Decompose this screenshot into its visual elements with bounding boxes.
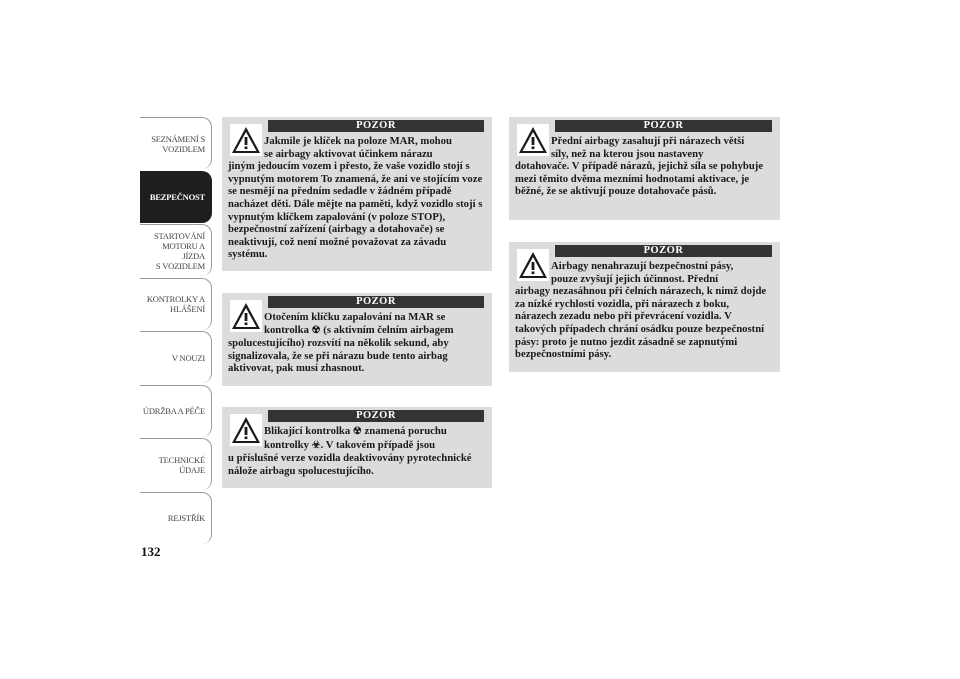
warning-text — [515, 260, 772, 361]
warning-line: Airbagy nenahrazují bezpečnostní pásy, — [551, 260, 734, 272]
warning-text — [515, 135, 772, 198]
warning-text — [228, 135, 484, 261]
warning-box — [222, 117, 492, 271]
tab-label: SEZNÁMENÍ S VOZIDLEM — [151, 133, 205, 154]
airbag-off-icon: ☢ — [352, 426, 362, 437]
tab-label: TECHNICKÉ ÚDAJE — [158, 454, 205, 475]
warning-fragment: kontrolky — [264, 438, 309, 451]
warning-line: síly, než na kterou jsou nastaveny — [551, 147, 704, 160]
warning-triangle-icon — [517, 249, 549, 281]
warning-box — [222, 407, 492, 488]
tab-startovani[interactable] — [140, 224, 212, 276]
tab-label: BEZPEČNOST — [149, 192, 205, 202]
warning-text — [228, 311, 484, 375]
warning-fragment: (s aktivním čelním airbagem — [323, 323, 454, 336]
warning-text — [228, 425, 484, 477]
tab-v-nouzi[interactable] — [140, 331, 212, 383]
warning-box — [509, 242, 780, 372]
warning-triangle-icon — [517, 124, 549, 156]
warning-body: u příslušné verze vozidla deaktivovány pyrotechnické nálože airbagu spolucestujícího. — [228, 452, 472, 477]
warning-triangle-icon — [230, 300, 262, 332]
warning-line: pouze zvyšují jejich účinnost. Přední — [551, 272, 719, 285]
warning-body: airbagy nezasáhnou při čelních nárazech, k nimž dojde za nízké rychlosti vozidla, při nárazech z boku, nárazech zezadu nebo při převrácení vozidla. V takových případech chrání osádku pouze bezpečnostní pásy: proto je nutno jezdit zásadně se zapnutými bezpečnostními pásy. — [515, 285, 767, 361]
tab-seznameni[interactable] — [140, 117, 212, 169]
tab-udrzba[interactable] — [140, 385, 212, 437]
warning-title: POZOR — [555, 120, 772, 132]
warning-fragment: Blikající kontrolka — [264, 425, 351, 437]
warning-line — [228, 425, 484, 439]
airbag-warning-icon: ☣ — [311, 439, 321, 451]
tab-label: STARTOVÁNÍ MOTORU A JÍZDA S VOZIDLEM — [154, 230, 205, 271]
airbag-off-icon: ☢ — [311, 324, 321, 336]
warning-box — [509, 117, 780, 220]
warning-box — [222, 293, 492, 386]
warning-title: POZOR — [268, 120, 484, 132]
warning-title: POZOR — [268, 410, 484, 422]
tab-label: REJSTŘÍK — [167, 513, 205, 523]
tab-label: ÚDRŽBA A PÉČE — [142, 406, 205, 416]
tab-technicke[interactable] — [140, 438, 212, 490]
warning-triangle-icon — [230, 124, 262, 156]
chapter-nav — [140, 117, 212, 545]
warning-line — [228, 439, 484, 453]
tab-kontrolky[interactable] — [140, 278, 212, 330]
warning-triangle-icon — [230, 414, 262, 446]
warning-title: POZOR — [268, 296, 484, 308]
warning-title: POZOR — [555, 245, 772, 257]
tab-label: KONTROLKY A HLÁŠENÍ — [146, 294, 205, 314]
warning-line: se airbagy aktivovat účinkem nárazu — [264, 147, 433, 160]
warning-body: spolucestujícího) rozsvítí na několik sekund, aby signalizovala, že se při nárazu bude tento airbag aktivovat, pak musí zhasnout. — [228, 337, 449, 375]
warning-line: Otočením klíčku zapalování na MAR se — [264, 311, 446, 323]
warning-fragment: kontrolka — [264, 323, 309, 336]
tab-label: V NOUZI — [171, 352, 205, 363]
warning-line: Přední airbagy zasahují při nárazech větší — [551, 135, 745, 147]
warning-body: jiným jedoucím vozem i přesto, že vaše vozidlo stojí s vypnutým motorem To znamená, že ani ve stojícím voze se nesmějí na předním sedadle v žádném případě nacházet děti. Dále mějte na paměti, když vozidlo stojí s vypnutým klíčkem zapalování (v poloze STOP), bezpečnostní zařízení (airbagy a dotahovače) se neaktivují, což není možné považovat za závadu systému. — [228, 160, 483, 261]
warning-body: dotahovače. V případě nárazů, jejichž síla se pohybuje mezi těmito dvěma mezními hodnotami aktivace, je běžné, že se aktivují pouze dotahovače pásů. — [515, 160, 764, 198]
warning-fragment: . V takovém případě jsou — [320, 438, 436, 451]
warning-line: Jakmile je klíček na poloze MAR, mohou — [264, 135, 452, 147]
page-number: 132 — [141, 544, 161, 559]
tab-rejstrik[interactable] — [140, 492, 212, 544]
tab-bezpecnost[interactable] — [140, 171, 212, 223]
warning-line — [228, 324, 484, 338]
warning-fragment: znamená poruchu — [364, 425, 447, 437]
